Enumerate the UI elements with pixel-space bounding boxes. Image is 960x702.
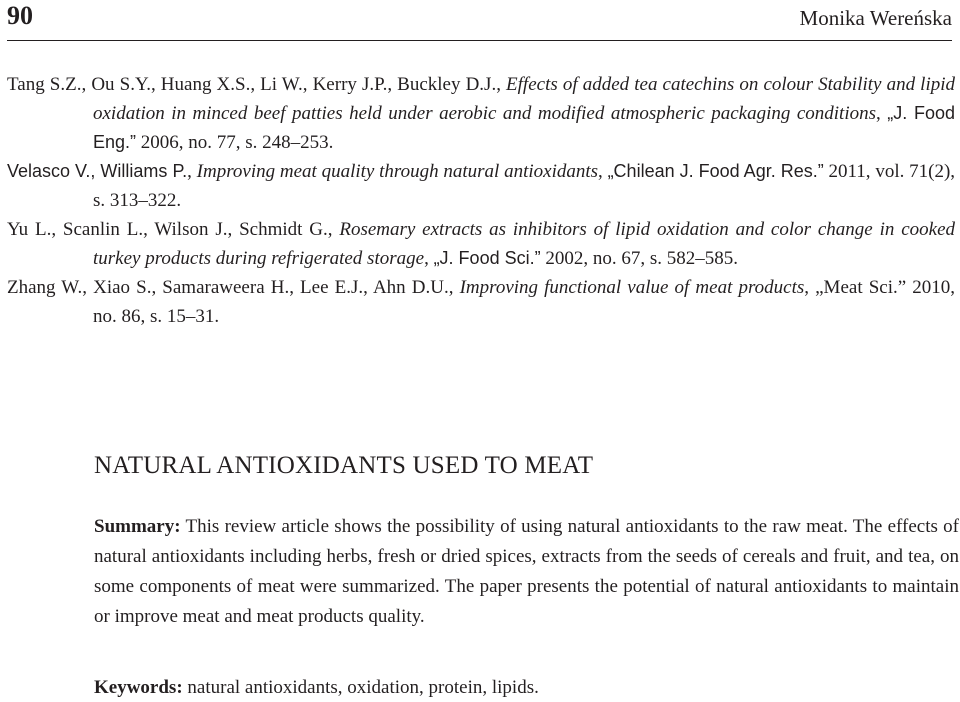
- keywords-text: natural antioxidants, oxidation, protein, lipids.: [187, 677, 539, 698]
- summary-text: This review article shows the possibility of using natural antioxidants to the raw meat. The effects of natural antioxidants including herbs, fresh or dried spices, extracts from the seeds of cereals and fruit, and tea, on some components of meat were summarized. The paper presents the potential of natural antioxidants to maintain or improve meat and meat products quality.: [94, 516, 959, 627]
- reference-details: 2002, no. 67, s. 582–585.: [545, 248, 738, 269]
- summary-label: Summary:: [94, 516, 181, 537]
- reference-title: Improving functional value of meat products: [459, 277, 805, 298]
- reference-list: [7, 70, 955, 331]
- reference-details: 2010, no. 86, s. 15–31.: [93, 277, 956, 327]
- reference-item: Velasco V., Williams P., Improving meat quality through natural antioxidants, „Chilean J. Food Agr. Res.” 2011, vol. 71(2), s. 313–322.: [7, 161, 956, 211]
- reference-authors: Yu L., Scanlin L., Wilson J., Schmidt G.: [7, 219, 328, 240]
- reference-authors: Zhang W., Xiao S., Samaraweera H., Lee E.J., Ahn D.U.: [7, 277, 449, 298]
- reference-item: Zhang W., Xiao S., Samaraweera H., Lee E.J., Ahn D.U., Improving functional value of meat products, „Meat Sci.” 2010, no. 86, s. 15–31.: [7, 277, 956, 327]
- reference-title: Effects of added tea catechins on colour Stability and lipid oxidation in minced beef patties held under aerobic and modified atmospheric packaging conditions: [93, 74, 955, 124]
- reference-authors: Tang S.Z., Ou S.Y., Huang X.S., Li W., Kerry J.P., Buckley D.J.: [7, 74, 497, 95]
- reference-title: Rosemary extracts as inhibitors of lipid oxidation and color change in cooked turkey products during refrigerated storage: [93, 219, 956, 269]
- reference-details: 2006, no. 77, s. 248–253.: [140, 132, 334, 153]
- section-title: NATURAL ANTIOXIDANTS USED TO MEAT: [94, 452, 594, 479]
- reference-journal: „J. Food Eng.”: [93, 103, 955, 152]
- reference-authors: Velasco V., Williams P.: [7, 161, 188, 181]
- reference-item: Tang S.Z., Ou S.Y., Huang X.S., Li W., Kerry J.P., Buckley D.J., Effects of added tea catechins on colour Stability and lipid oxidation in minced beef patties held under aerobic and modified atmospheric packaging conditions, „J. Food Eng.” 2006, no. 77, s. 248–253.: [7, 74, 955, 153]
- reference-journal: „Meat Sci.”: [815, 277, 907, 298]
- reference-journal: „Chilean J. Food Agr. Res.”: [607, 161, 824, 181]
- running-author: Monika Wereńska: [799, 6, 952, 30]
- reference-item: Yu L., Scanlin L., Wilson J., Schmidt G., Rosemary extracts as inhibitors of lipid oxidation and color change in cooked turkey products during refrigerated storage, „J. Food Sci.” 2002, no. 67, s. 582–585.: [7, 219, 956, 269]
- keywords-label: Keywords:: [94, 677, 183, 698]
- summary-paragraph: [94, 512, 959, 632]
- reference-title: Improving meat quality through natural antioxidants: [196, 161, 599, 182]
- page-header: [7, 0, 952, 41]
- reference-journal: „J. Food Sci.”: [433, 248, 541, 268]
- reference-details: 2011, vol. 71(2), s. 313–322.: [93, 161, 956, 211]
- keywords-line: [94, 674, 539, 702]
- page-number: 90: [7, 1, 33, 30]
